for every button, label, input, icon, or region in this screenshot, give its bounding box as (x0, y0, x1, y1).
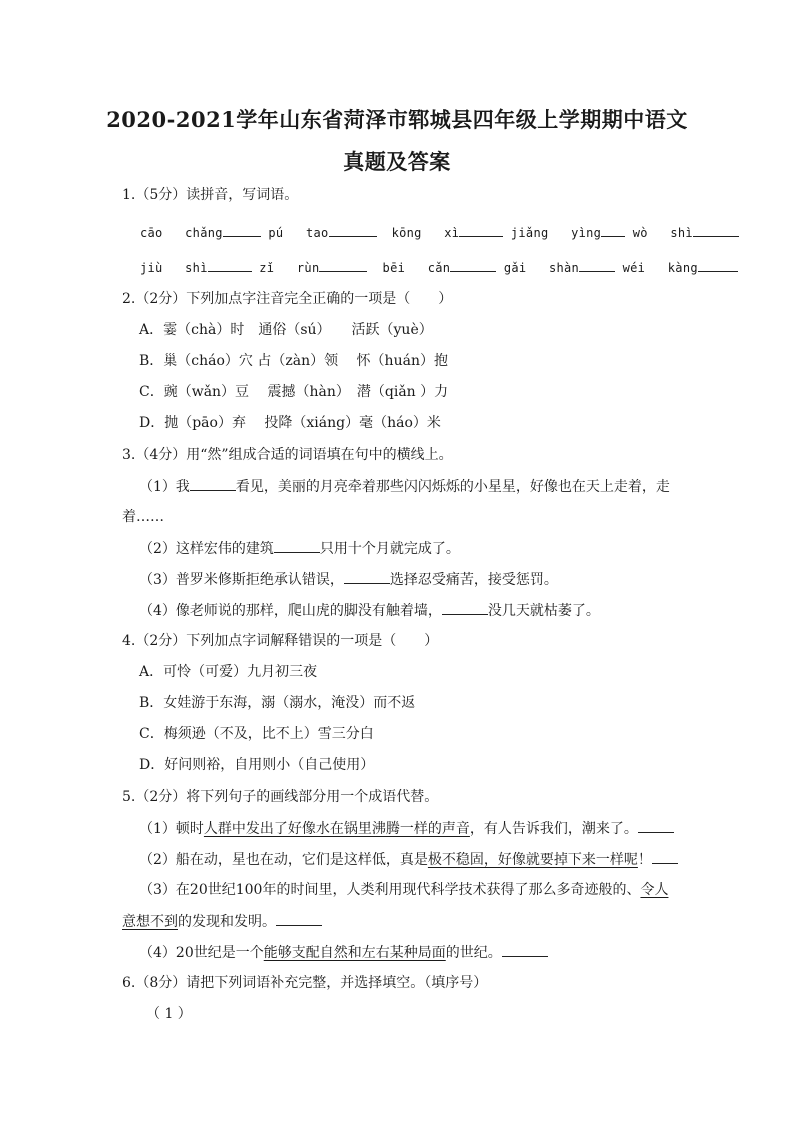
question-5-sentence-2 (139, 850, 678, 869)
answer-blank[interactable] (502, 943, 548, 957)
pinyin: chǎng (185, 226, 223, 240)
sentence-text: ，有人告诉我们，潮来了。 (469, 821, 638, 837)
answer-blank[interactable] (276, 912, 322, 926)
underlined-phrase: 令人 (640, 882, 669, 898)
sentence-text: （2）船在动，星也在动，它们是这样低，真是 (139, 852, 428, 868)
answer-blank[interactable] (329, 223, 377, 237)
answer-blank[interactable] (190, 477, 236, 491)
pinyin: shì (185, 261, 208, 275)
pinyin: bēi (382, 261, 406, 275)
pinyin: xì (444, 226, 460, 240)
question-5-sentence-3 (139, 881, 668, 899)
answer-blank[interactable] (601, 223, 625, 237)
answer-blank[interactable] (693, 223, 739, 237)
underlined-phrase: 极不稳固，好像就要掉下来一样呢 (427, 852, 638, 868)
pinyin: shì (670, 226, 693, 240)
sentence-text: （4）像老师说的那样，爬山虎的脚没有触着墙， (139, 603, 442, 619)
question-3-sentence-3 (139, 570, 558, 589)
question-4-stem: 4.（2分）下列加点字词解释错误的一项是（ ） (122, 633, 439, 649)
question-3-sentence-2 (139, 539, 460, 558)
question-3-sentence-4 (139, 601, 600, 620)
sentence-text: （2）这样宏伟的建筑 (139, 541, 274, 557)
pinyin: wéi (622, 261, 646, 275)
pinyin: kōng (391, 226, 422, 240)
answer-blank[interactable] (274, 539, 320, 553)
sentence-text: 的发现和发明。 (178, 914, 276, 930)
sentence-text: 只用十个月就完成了。 (319, 541, 460, 557)
question-2-option-c[interactable]: C．豌（wǎn）豆 震撼（hàn） 潜（qiǎn ）力 (139, 384, 449, 400)
pinyin: rùn (296, 261, 320, 275)
question-5-stem: 5.（2分）将下列句子的画线部分用一个成语代替。 (122, 789, 439, 805)
pinyin: shàn (548, 261, 580, 275)
sentence-text: （1）我 (139, 479, 190, 495)
pinyin: tao (305, 226, 329, 240)
answer-blank[interactable] (319, 258, 367, 272)
question-5-sentence-3-cont (122, 912, 322, 931)
pinyin: pú (268, 226, 284, 240)
underlined-phrase: 能够支配自然和左右某种局面 (263, 945, 446, 961)
question-6-subpart-1: （ 1 ） (146, 1006, 192, 1022)
sentence-text: 看见，美丽的月亮牵着那些闪闪烁烁的小星星，好像也在天上走着，走 (235, 479, 670, 495)
question-6-stem: 6.（8分）请把下列词语补充完整，并选择填空。（填序号） (122, 975, 488, 991)
question-2-option-b[interactable]: B．巢（cháo）穴 占（zàn）领 怀（huán）抱 (139, 353, 448, 369)
document-title-line1: 2020-2021学年山东省菏泽市郓城县四年级上学期期中语文 (106, 107, 688, 132)
answer-blank[interactable] (208, 258, 252, 272)
sentence-text: （3）在20世纪100年的时间里，人类利用现代科学技术获得了那么多奇迹般的、 (139, 882, 641, 898)
answer-blank[interactable] (698, 258, 738, 272)
question-2-stem: 2.（2分）下列加点字注音完全正确的一项是（ ） (122, 291, 453, 307)
answer-blank[interactable] (652, 850, 678, 864)
question-4-option-a[interactable]: A．可怜（可爱）九月初三夜 (139, 664, 318, 680)
question-3-sentence-1-cont: 着…… (122, 509, 164, 525)
question-5-sentence-4 (139, 943, 548, 962)
pinyin: jiǎng (510, 226, 549, 240)
sentence-text: ！ (637, 852, 652, 868)
pinyin: jiù (140, 261, 163, 275)
pinyin: yìng (571, 226, 602, 240)
document-title-line2: 真题及答案 (343, 149, 451, 174)
underlined-phrase: 意想不到 (122, 914, 178, 930)
question-2-option-d[interactable]: D．抛（pāo）弃 投降（xiáng）毫（háo）米 (139, 415, 441, 431)
underlined-phrase: 人群中发出了好像水在锅里沸腾一样的声音 (203, 821, 470, 837)
answer-blank[interactable] (579, 258, 615, 272)
question-4-option-b[interactable]: B．女娃游于东海，溺（溺水，淹没）而不返 (139, 695, 416, 711)
answer-blank[interactable] (442, 601, 488, 615)
sentence-text: 的世纪。 (445, 945, 502, 961)
sentence-text: （3）普罗米修斯拒绝承认错误， (139, 572, 344, 588)
pinyin: cǎn (427, 261, 451, 275)
question-3-stem: 3.（4分）用“然”组成合适的词语填在句中的横线上。 (122, 447, 453, 463)
sentence-text: （4）20世纪是一个 (139, 945, 264, 961)
question-3-sentence-1 (139, 477, 670, 496)
sentence-text: 没几天就枯萎了。 (487, 603, 600, 619)
question-5-sentence-1 (139, 819, 674, 838)
question-2-option-a[interactable]: A．霎（chà）时 通俗（sú） 活跃（yuè） (139, 322, 433, 338)
question-4-option-d[interactable]: D．好问则裕，自用则小（自己使用） (139, 757, 375, 773)
sentence-text: 选择忍受痛苦，接受惩罚。 (389, 572, 558, 588)
pinyin: zǐ (259, 261, 275, 275)
question-1-pinyin-row-1 (140, 223, 739, 242)
pinyin: cāo (140, 226, 163, 240)
answer-blank[interactable] (450, 258, 496, 272)
answer-blank[interactable] (223, 223, 261, 237)
answer-blank[interactable] (459, 223, 503, 237)
question-4-option-c[interactable]: C．梅须逊（不及，比不上）雪三分白 (139, 726, 374, 742)
question-1-pinyin-row-2 (140, 258, 738, 277)
answer-blank[interactable] (638, 819, 674, 833)
question-1-stem: 1.（5分）读拼音，写词语。 (122, 187, 299, 203)
pinyin: kàng (667, 261, 698, 275)
sentence-text: （1）顿时 (139, 821, 204, 837)
pinyin: wò (632, 226, 648, 240)
pinyin: gǎi (503, 261, 527, 275)
answer-blank[interactable] (344, 570, 390, 584)
